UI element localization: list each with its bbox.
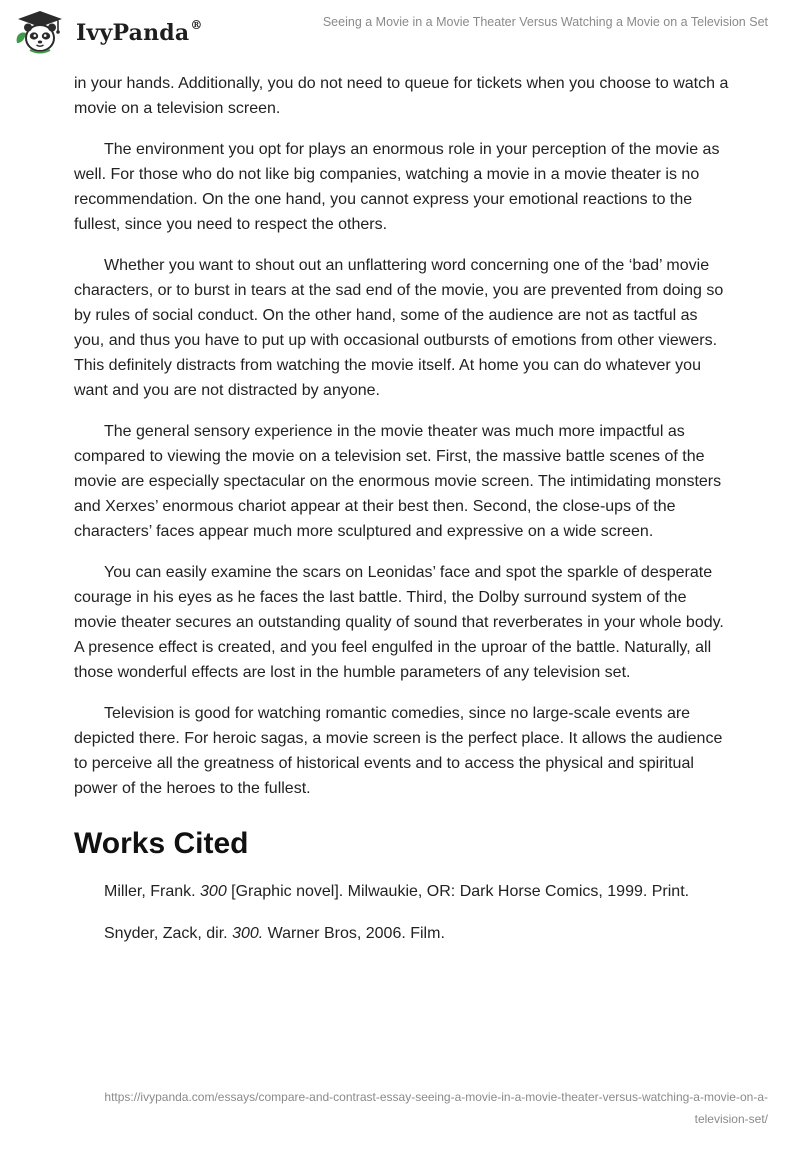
citation-title: 300. [232,925,264,942]
brand-name: IvyPanda® [76,18,203,46]
essay-title: Seeing a Movie in a Movie Theater Versus Watching a Movie on a Television Set [322,15,768,29]
citation-details: [Graphic novel]. Milwaukie, OR: Dark Horse Comics, 1999. Print. [226,883,690,900]
body-paragraph: The environment you opt for plays an enormous role in your perception of the movie as well. For those who do not like big companies, watching a movie in a movie theater is no recommendation. On the one hand, you cannot express your emotional reactions to the fullest, since you need to respect the others. [74,141,720,233]
essay-content [74,71,730,963]
body-paragraph: You can easily examine the scars on Leonidas’ face and spot the sparkle of desperate courage in his eyes as he faces the last battle. Third, the Dolby surround system of the movie theater secures an outstanding quality of sound that reverberates in your whole body. A presence effect is created, and you feel engulfed in the uproar of the battle. Naturally, all those wonderful effects are lost in the humble parameters of any television set. [74,564,724,681]
works-cited-heading: Works Cited [74,827,249,860]
body-paragraph: in your hands. Additionally, you do not need to queue for tickets when you choose to watch a movie on a television screen. [74,75,729,117]
source-url[interactable] [48,1086,768,1130]
body-paragraph: The general sensory experience in the movie theater was much more impactful as compared to viewing the movie on a television set. First, the massive battle scenes of the movie are especially spectacular on the enormous movie screen. The intimidating monsters and Xerxes’ enormous chariot appear at their best then. Second, the close-ups of the characters’ faces appear much more sculptured and expressive on a wide screen. [74,423,722,540]
brand-logo[interactable] [14,8,203,56]
citation-author: Snyder, Zack, dir. [104,925,233,942]
citation-entry [104,879,730,904]
source-url-line: television-set/ [694,1112,768,1126]
page-header [0,0,800,70]
body-paragraph: Television is good for watching romantic comedies, since no large-scale events are depicted there. For heroic sagas, a movie screen is the perfect place. It allows the audience to perceive all the greatness of historical events and to access the physical and spiritual power of the heroes to the fullest. [74,705,723,797]
body-paragraph: Whether you want to shout out an unflattering word concerning one of the ‘bad’ movie characters, or to burst in tears at the sad end of the movie, you are prevented from doing so by rules of social conduct. On the other hand, some of the audience are not as tactful as you, and thus you have to put up with occasional outbursts of emotions from other viewers. This definitely distracts from watching the movie itself. At home you can do whatever you want and you are not distracted by anyone. [74,257,724,399]
citation-entry [104,921,730,946]
citation-author: Miller, Frank. [104,883,201,900]
citation-details: Warner Bros, 2006. Film. [263,925,445,942]
citation-title: 300 [200,883,227,900]
source-url-line: https://ivypanda.com/essays/compare-and-contrast-essay-seeing-a-movie-in-a-movie-theater-versus-watching-a-movie-on-a- [104,1090,768,1104]
panda-graduate-icon [14,9,66,55]
